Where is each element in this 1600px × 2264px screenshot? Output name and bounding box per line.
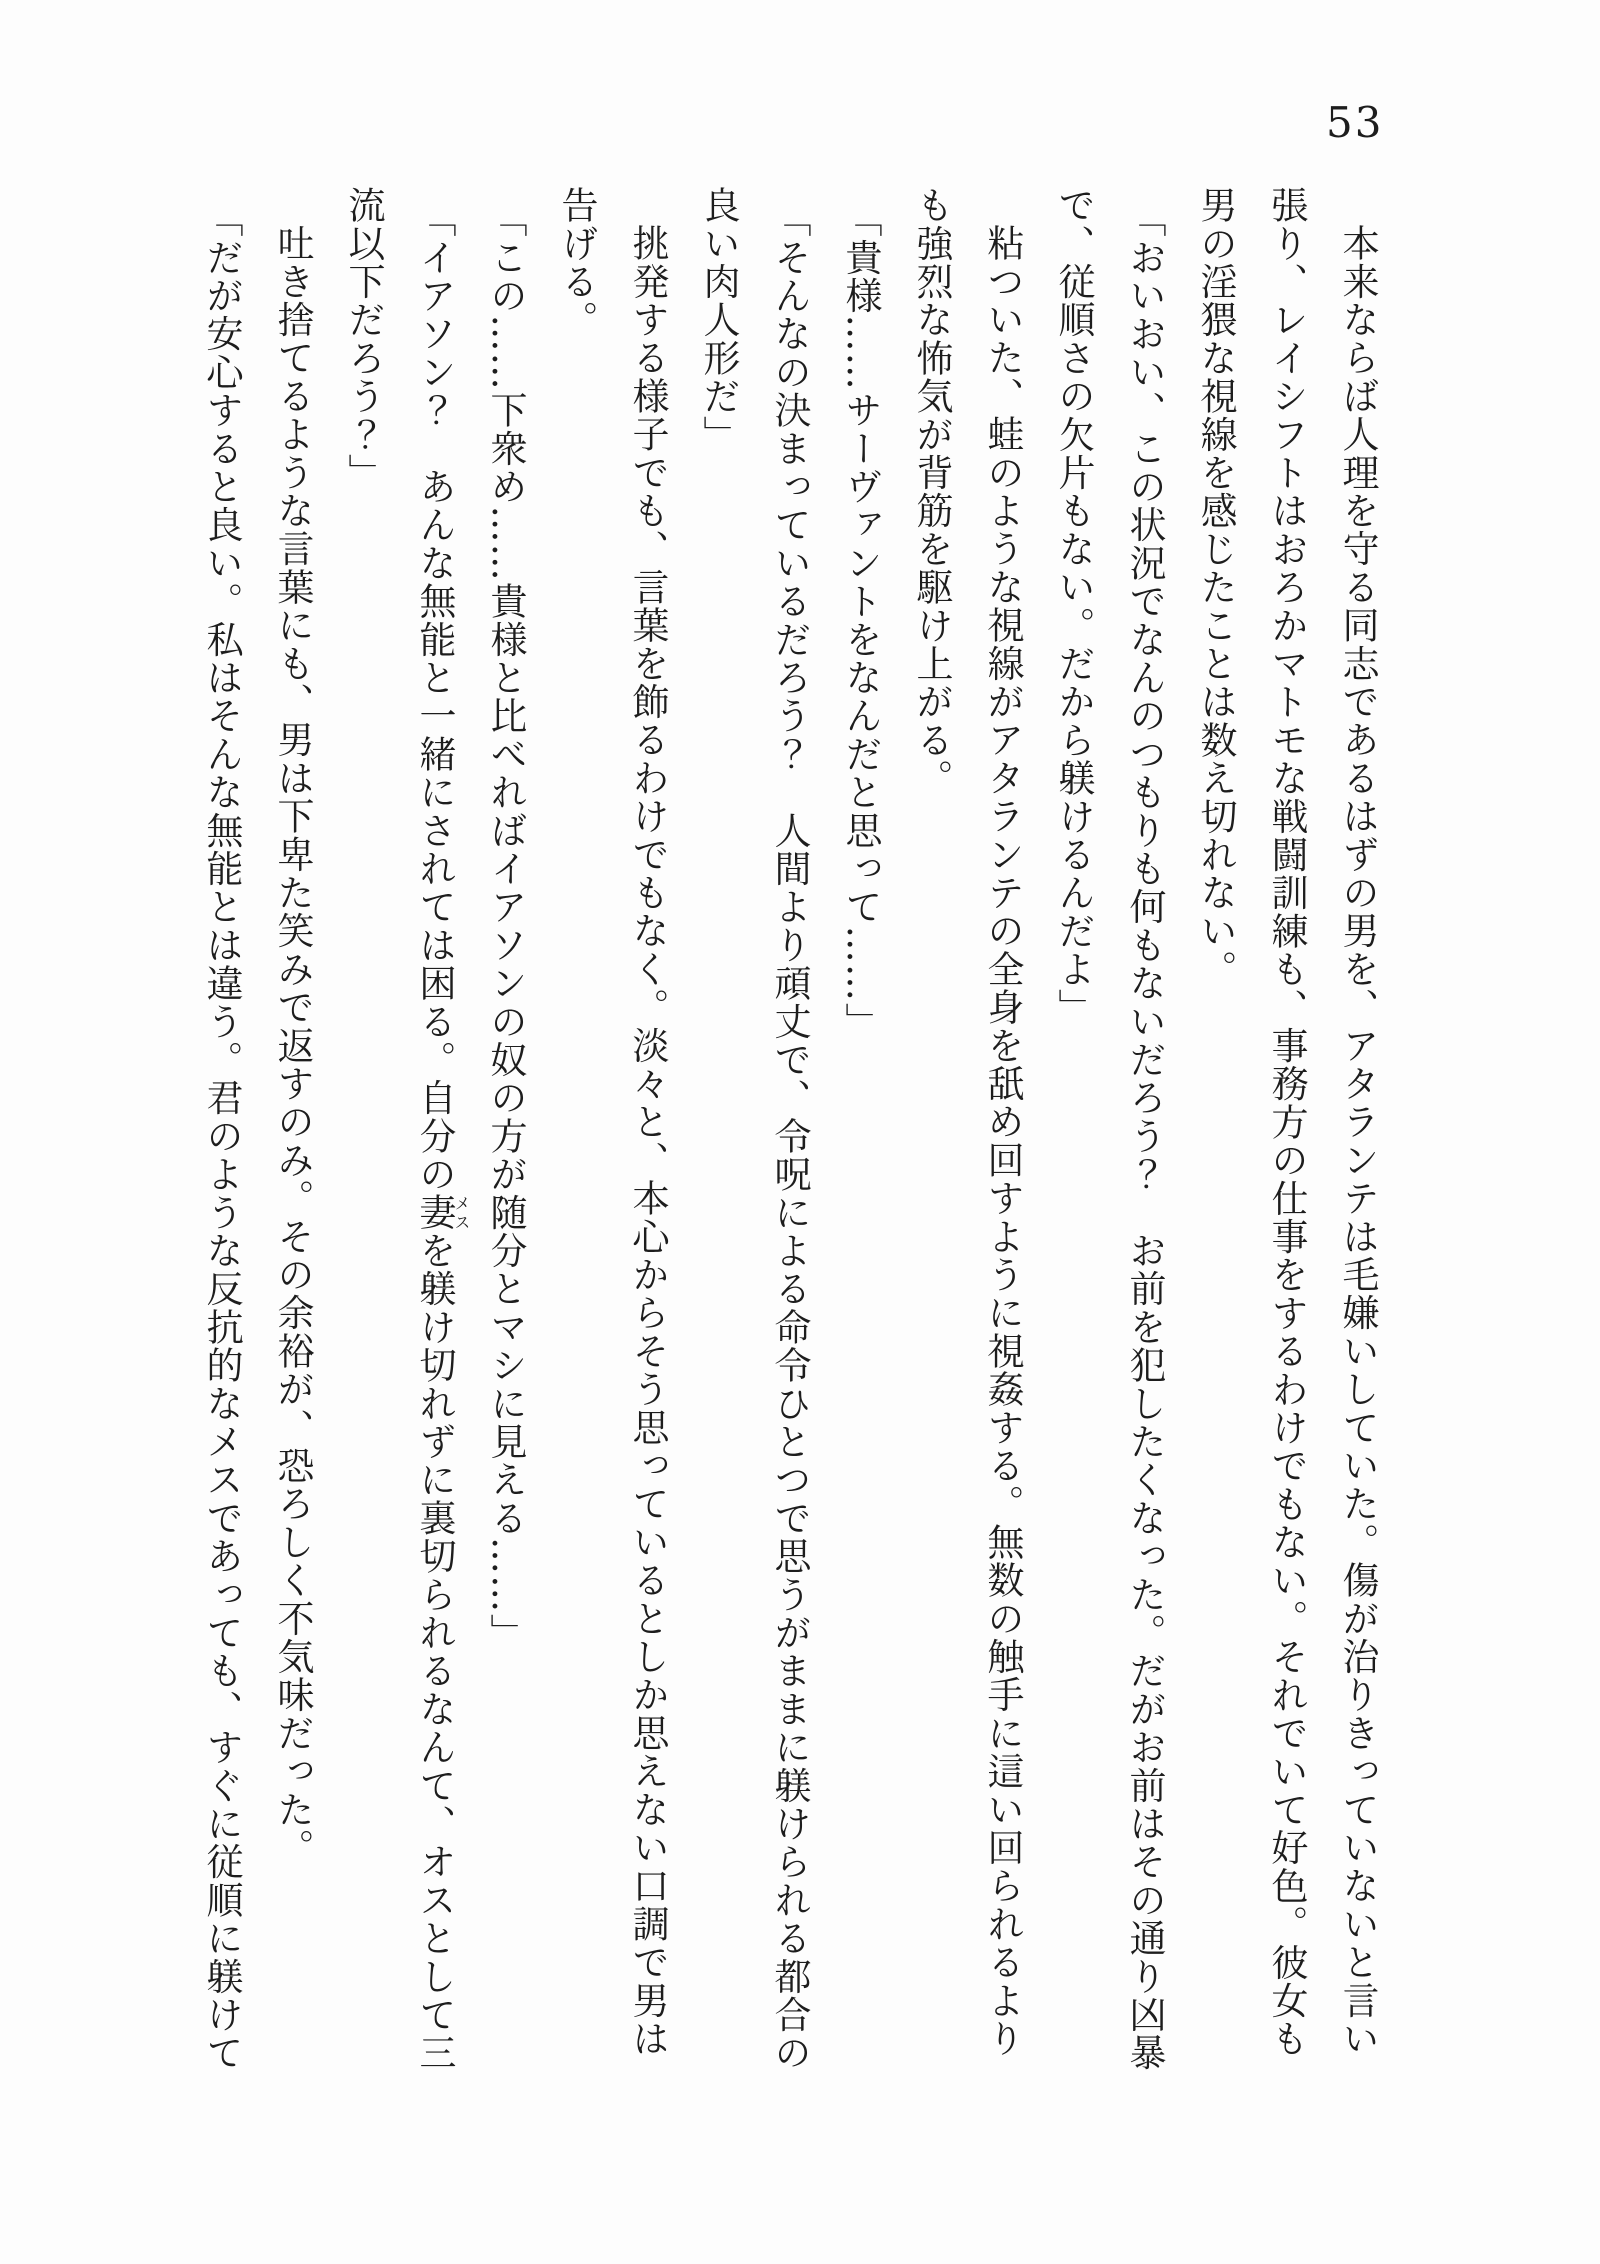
text-line: 「おいおい、この状況でなんのつもりも何もないだろう？ お前を犯したくなった。だがお前はその通り凶暴 (1123, 200, 1166, 2072)
text-line: 男の淫猥な視線を感じたことは数え切れない。 (1194, 186, 1237, 989)
text-line: 告げる。 (555, 186, 598, 339)
text-line: 本来ならば人理を守る同志であるはずの男を、アタランテは毛嫌いしていた。傷が治りきっていないと言い (1336, 224, 1379, 2058)
text-line: 良い肉人形だ」 (697, 186, 740, 454)
text-line: 流以下だろう？」 (342, 186, 385, 492)
text-block (183, 186, 1393, 2156)
furigana: 妻メス (413, 1193, 471, 1232)
text-line: 「だが安心すると良い。私はそんな無能とは違う。君のような反抗的なメスであっても、すぐに従順に躾けて (200, 200, 243, 2072)
text-line: 「そんなの決まっているだろう？ 人間より頑丈で、令呪による命令ひとつで思うがままに躾けられる都合の (768, 200, 811, 2072)
text-line: 「イアソン？ あんな無能と一緒にされては困る。自分の妻メスを躾け切れずに裏切られるなんて、オスとして三 (413, 200, 471, 2072)
text-line: 粘ついた、蛙のような視線がアタランテの全身を舐め回すように視姦する。無数の触手に這い回られるより (981, 224, 1024, 2058)
text-line: 挑発する様子でも、言葉を飾るわけでもなく。淡々と、本心からそう思っているとしか思えない口調で男は (626, 224, 669, 2058)
text-line: 「この……下衆め……貴様と比べればイアソンの奴の方が随分とマシに見える……」 (484, 200, 527, 1652)
text-line: 張り、レイシフトはおろかマトモな戦闘訓練も、事務方の仕事をするわけでもない。それでいて好色。彼女も (1265, 186, 1308, 2058)
text-line: も強烈な怖気が背筋を駆け上がる。 (910, 186, 953, 798)
page-number: 53 (1326, 98, 1384, 147)
text-line: で、従順さの欠片もない。だから躾けるんだよ」 (1052, 186, 1095, 1027)
text-line: 吐き捨てるような言葉にも、男は下卑た笑みで返すのみ。その余裕が、恐ろしく不気味だった。 (271, 224, 314, 1867)
text-line: 「貴様……サーヴァントをなんだと思って……」 (839, 200, 882, 1041)
